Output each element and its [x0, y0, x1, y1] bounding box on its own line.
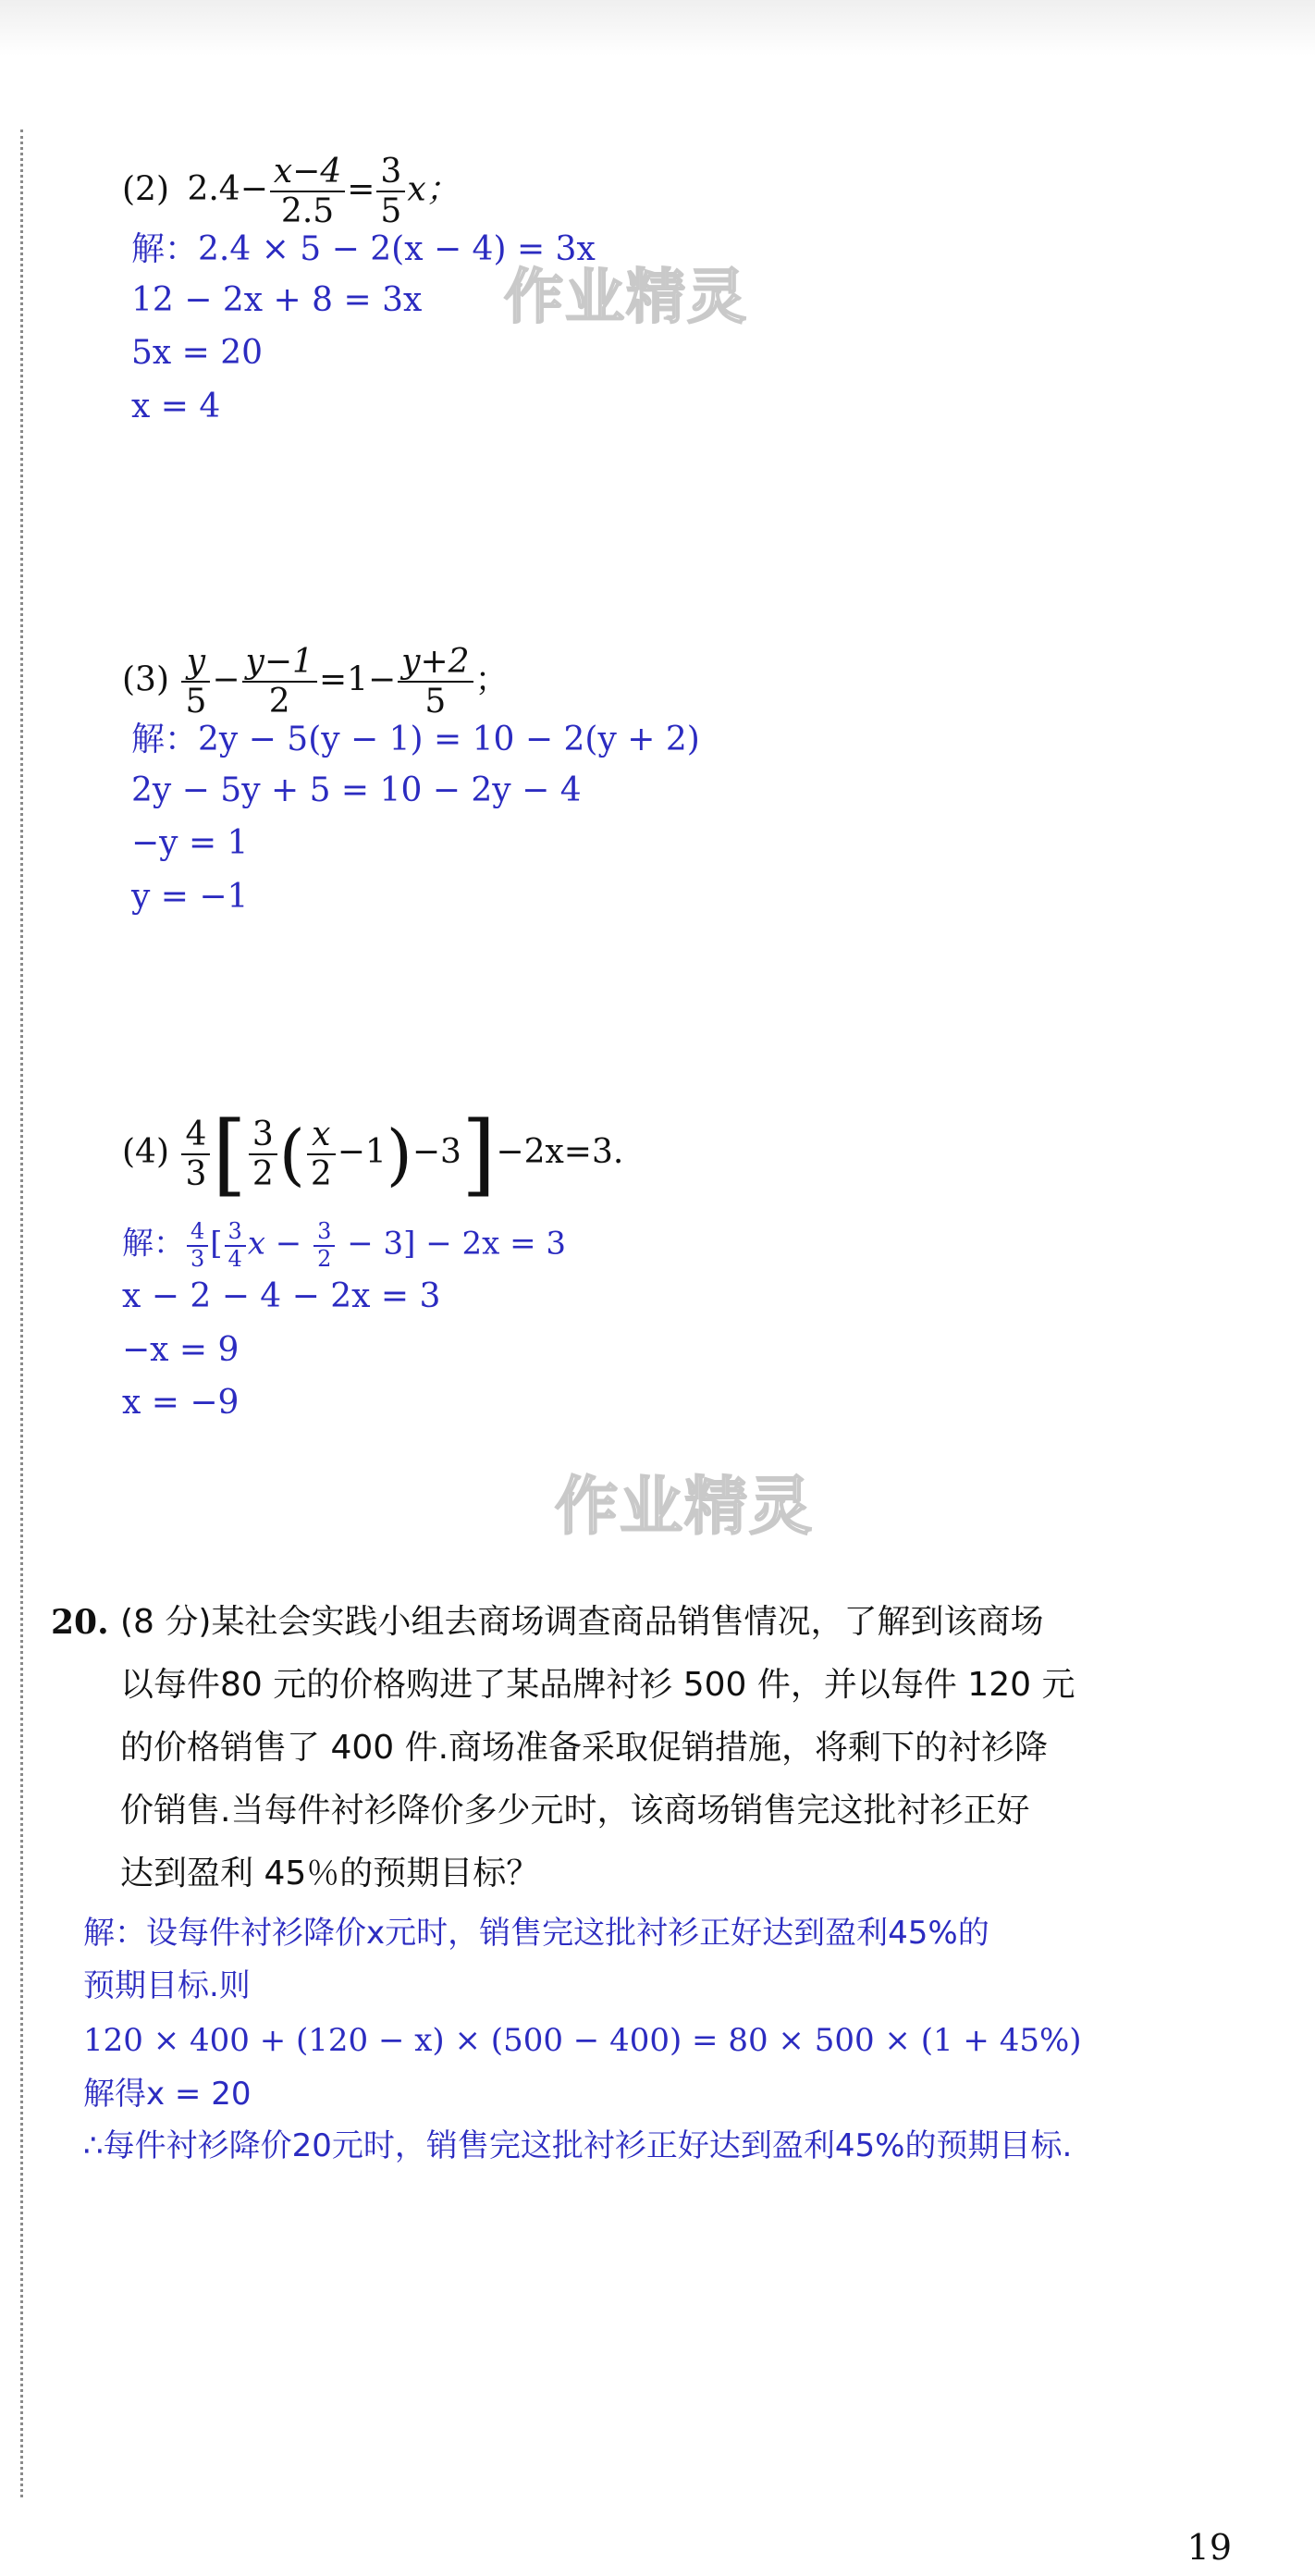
frac-denominator: 2 — [268, 683, 290, 721]
solution-line: 2y − 5y + 5 = 10 − 2y − 4 — [131, 771, 582, 809]
solution-prefix: 解： — [122, 1225, 185, 1263]
eq-term: −3 — [412, 1133, 461, 1171]
problem-20-text-line: 价销售.当每件衬衫降价多少元时，该商场销售完这批衬衫正好 — [120, 1792, 1030, 1830]
frac-denominator: 5 — [185, 683, 207, 721]
solution-line: −x = 9 — [122, 1331, 240, 1369]
problem-20-solution-line: 解：设每件衬衫降价x元时，销售完这批衬衫正好达到盈利45%的 — [83, 1915, 989, 1952]
eq-term: −2x=3. — [496, 1133, 624, 1171]
fraction — [242, 643, 317, 721]
problem-4-equation — [122, 1103, 624, 1206]
eq-term: ； — [474, 660, 509, 699]
solution-line: y = −1 — [131, 878, 249, 916]
page-number: 19 — [1186, 2527, 1232, 2568]
eq-term: − — [212, 660, 240, 699]
frac-numerator: y−1 — [245, 643, 313, 681]
eq-term: =1− — [318, 660, 397, 699]
problem-20-text-line: (8 分)某社会实践小组去商场调查商品销售情况，了解到该商场 — [120, 1603, 1044, 1641]
fraction — [307, 1115, 336, 1194]
problem-20-text-line: 达到盈利 45％的预期目标？ — [120, 1855, 540, 1892]
frac-denominator: 2 — [317, 1245, 332, 1272]
problem-20-text-line: 以每件80 元的价格购进了某品牌衬衫 500 件，并以每件 120 元 — [120, 1666, 1075, 1704]
equals: = — [347, 170, 375, 209]
problem-2-equation — [122, 153, 460, 231]
fraction — [398, 643, 473, 721]
frac-numerator: x−4 — [273, 153, 342, 191]
frac-numerator: x — [312, 1115, 331, 1153]
problem-4-solution-first: 解： $\frac{4}{3}$ [ $\frac{3}{4}$ x − $\frac{3}{2}$ − 3] − 2x = 3 — [122, 1218, 567, 1272]
left-bracket: [ — [212, 1103, 247, 1206]
problem-20-solution-line: 预期目标.则 — [83, 1967, 251, 2004]
right-bracket: ] — [461, 1103, 497, 1206]
eq-term: x； — [407, 170, 460, 209]
solution-line: 解：2.4 × 5 − 2(x − 4) = 3x — [131, 230, 596, 268]
solution-line: x = −9 — [122, 1384, 240, 1422]
fraction — [181, 1115, 210, 1194]
fraction — [225, 1219, 246, 1272]
eq-term: −1 — [337, 1133, 387, 1171]
eq-term: 2.4− — [187, 170, 268, 209]
frac-numerator: 3 — [249, 1115, 277, 1155]
fraction — [270, 153, 345, 231]
frac-numerator: 4 — [187, 1219, 208, 1247]
problem-2-label: (2) — [122, 170, 169, 209]
frac-numerator: 3 — [376, 153, 405, 192]
left-paren: ( — [278, 1115, 305, 1193]
frac-denominator: 2 — [310, 1155, 332, 1193]
solution-line: 解：2y − 5(y − 1) = 10 − 2(y + 2) — [131, 721, 700, 758]
margin-dotted-line — [20, 129, 23, 2497]
frac-denominator: 4 — [227, 1245, 242, 1272]
frac-denominator: 2.5 — [280, 192, 335, 231]
frac-numerator: y — [186, 643, 206, 681]
top-shadow — [0, 0, 1315, 55]
watermark: 作业精灵 — [555, 1471, 815, 1544]
frac-numerator: 3 — [313, 1219, 335, 1247]
problem-20-number: 20. — [51, 1603, 109, 1642]
solution-line: x − 2 − 4 − 2x = 3 — [122, 1277, 441, 1315]
frac-denominator: 3 — [190, 1245, 205, 1272]
watermark: 作业精灵 — [504, 264, 748, 332]
problem-20-solution-line: ∴每件衬衫降价20元时，销售完这批衬衫正好达到盈利45%的预期目标. — [83, 2127, 1073, 2164]
frac-denominator: 2 — [252, 1155, 274, 1193]
solution-line: −y = 1 — [131, 824, 249, 862]
problem-20-solution-line: 120 × 400 + (120 − x) × (500 − 400) = 80 × 500 × (1 + 45%) — [83, 2022, 1082, 2059]
solution-line: 12 − 2x + 8 = 3x — [131, 281, 423, 319]
right-paren: ) — [386, 1115, 412, 1193]
problem-20-text-line: 的价格销售了 400 件.商场准备采取促销措施，将剩下的衬衫降 — [120, 1729, 1049, 1767]
fraction — [249, 1115, 277, 1194]
fraction — [187, 1219, 208, 1272]
fraction — [313, 1219, 335, 1272]
frac-denominator: 5 — [424, 683, 447, 721]
eq-term: x − — [247, 1225, 302, 1263]
problem-3-equation — [122, 643, 509, 721]
eq-term: − 3] − 2x = 3 — [347, 1225, 567, 1263]
problem-4-label: (4) — [122, 1133, 169, 1171]
fraction — [181, 643, 210, 721]
problem-20-solution-line: 解得x = 20 — [83, 2076, 252, 2113]
problem-3-label: (3) — [122, 660, 169, 699]
frac-numerator: y+2 — [401, 643, 470, 681]
frac-denominator: 3 — [185, 1155, 207, 1193]
frac-numerator: 4 — [181, 1115, 210, 1155]
fraction — [376, 153, 405, 231]
frac-denominator: 5 — [380, 192, 402, 231]
solution-line: x = 4 — [131, 388, 221, 425]
frac-numerator: 3 — [225, 1219, 246, 1247]
solution-line: 5x = 20 — [131, 334, 264, 372]
